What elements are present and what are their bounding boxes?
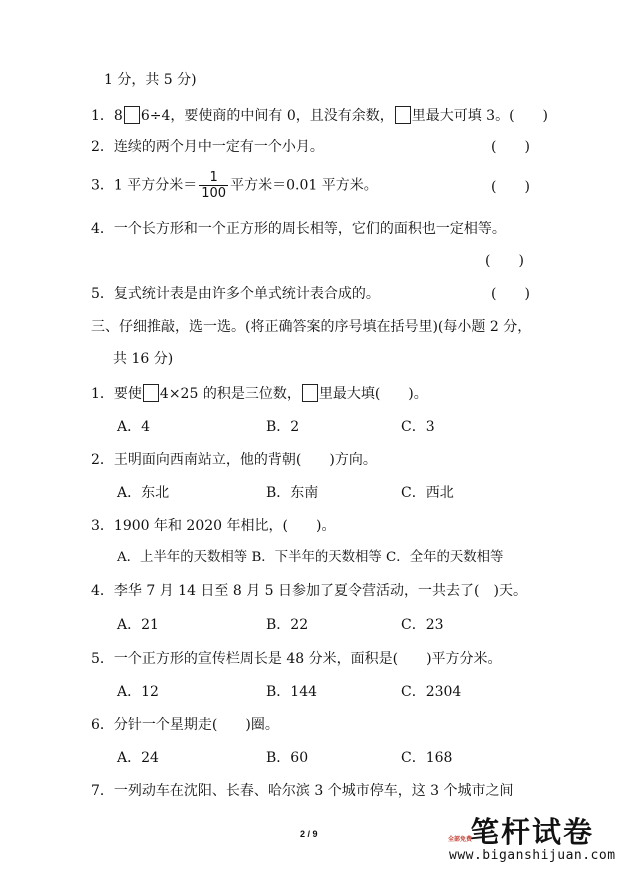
options-line: A．上半年的天数相等 B．下半年的天数相等 C．全年的天数相等: [117, 550, 504, 565]
answer-paren: ( ): [491, 286, 530, 302]
section-title-cont: 共 16 分): [113, 351, 174, 367]
choice-question-4: 4．李华 7 月 14 日至 8 月 5 日参加了夏令营活动，一共去了( )天。: [91, 583, 527, 599]
fraction: $\frac{1}{100}$: [201, 170, 227, 201]
option-a: A．24: [117, 750, 159, 766]
option-a: A．东北: [117, 485, 170, 501]
judge-question-1: 1．8 6÷4，要使商的中间有 0，且没有余数， 里最大可填 3。( ): [91, 108, 549, 124]
page-number: 2 / 9: [300, 829, 318, 839]
blank-box: [395, 106, 411, 124]
answer-paren: ( ): [491, 139, 530, 155]
answer-paren: ( ): [491, 179, 530, 195]
option-c: C．西北: [401, 485, 454, 501]
option-b: B．144: [266, 684, 318, 700]
option-a: A．21: [117, 617, 159, 633]
choice-question-7: 7．一列动车在沈阳、长春、哈尔滨 3 个城市停车，这 3 个城市之间: [91, 783, 514, 799]
answer-paren: ( ): [485, 253, 524, 269]
option-b: B．60: [266, 750, 309, 766]
choice-question-2: 2．王明面向西南站立，他的背朝( )方向。: [91, 452, 377, 468]
option-c: C．2304: [401, 684, 462, 700]
option-c: C．23: [401, 617, 444, 633]
choice-question-6: 6．分针一个星期走( )圈。: [91, 717, 279, 733]
option-c: C．3: [401, 419, 435, 435]
option-a: A．12: [117, 684, 159, 700]
option-b: B．东南: [266, 485, 319, 501]
blank-box: [302, 384, 318, 402]
option-b: B．2: [266, 419, 300, 435]
watermark-badge: 全部免费: [448, 836, 473, 843]
blank-box: [143, 384, 159, 402]
watermark-logo: 笔杆试卷: [470, 815, 595, 849]
blank-box: [124, 106, 140, 124]
choice-question-1: 1．要使 4×25 的积是三位数， 里最大填( )。: [91, 386, 428, 402]
judge-question-3: 3．1 平方分米＝ $\frac{1}{100}$ 平方米＝0.01 平方米。: [91, 170, 378, 201]
judge-question-5: 5．复式统计表是由许多个单式统计表合成的。: [91, 286, 380, 302]
option-a: A．4: [117, 419, 151, 435]
choice-question-5: 5．一个正方形的宣传栏周长是 48 分米，面积是( )平方分米。: [91, 651, 502, 667]
choice-question-3: 3．1900 年和 2020 年相比，( )。: [91, 518, 336, 534]
section-title: 三、仔细推敲，选一选。(将正确答案的序号填在括号里)(每小题 2 分，: [91, 319, 532, 335]
section-header-tail: 1 分，共 5 分): [104, 72, 197, 88]
judge-question-4: 4．一个长方形和一个正方形的周长相等，它们的面积也一定相等。: [91, 221, 506, 237]
option-b: B．22: [266, 617, 309, 633]
option-c: C．168: [401, 750, 453, 766]
judge-question-2: 2．连续的两个月中一定有一个小月。: [91, 139, 324, 155]
watermark-url: www.biganshijuan.com: [449, 848, 616, 863]
